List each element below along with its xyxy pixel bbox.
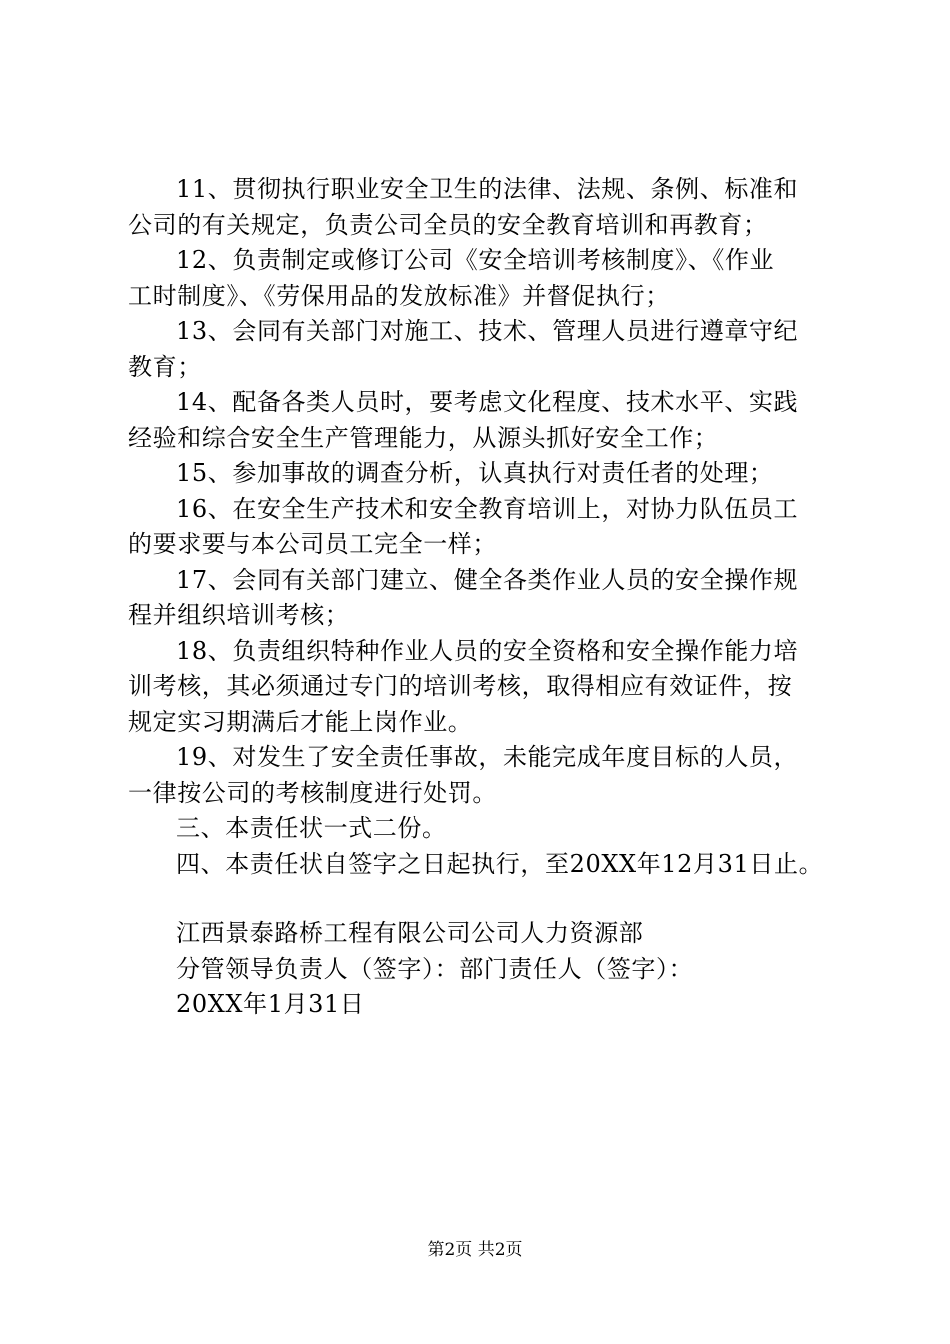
clause-14-line-2: 经验和综合安全生产管理能力，从源头抓好安全工作； bbox=[128, 423, 719, 452]
signature-signers: 分管领导负责人（签字）：部门责任人（签字）： bbox=[176, 954, 694, 983]
signature-company: 江西景泰路桥工程有限公司公司人力资源部 bbox=[176, 919, 644, 947]
clause-19-line-2: 一律按公司的考核制度进行处罚。 bbox=[128, 778, 497, 807]
signature-date: 20XX年1月31日 bbox=[176, 990, 365, 1018]
signature-spacer bbox=[128, 882, 848, 916]
clause-13-line-2: 教育； bbox=[128, 352, 202, 381]
clause-12-line-1: 12、负责制定或修订公司《安全培训考核制度》、《作业 bbox=[176, 246, 775, 274]
clause-11-line-1: 11、贯彻执行职业安全卫生的法律、法规、条例、标准和 bbox=[176, 175, 799, 203]
section-three-line: 三、本责任状一式二份。 bbox=[176, 814, 447, 842]
clause-14-line-1: 14、配备各类人员时，要考虑文化程度、技术水平、实践 bbox=[176, 388, 799, 416]
clause-18-line-3: 规定实习期满后才能上岗作业。 bbox=[128, 707, 473, 736]
clause-18-line-1: 18、负责组织特种作业人员的安全资格和安全操作能力培 bbox=[176, 636, 799, 665]
clause-19-line-1: 19、对发生了安全责任事故，未能完成年度目标的人员， bbox=[176, 743, 799, 771]
document-body bbox=[128, 172, 848, 1023]
page-number: 第2页 共2页 bbox=[427, 1240, 523, 1260]
clause-17-line-1: 17、会同有关部门建立、健全各类作业人员的安全操作规 bbox=[176, 565, 799, 594]
section-four-line: 四、本责任状自签字之日起执行，至20XX年12月31日止。 bbox=[176, 849, 824, 878]
clause-13-line-1: 13、会同有关部门对施工、技术、管理人员进行遵章守纪 bbox=[176, 317, 799, 345]
clause-16-line-2: 的要求要与本公司员工完全一样； bbox=[128, 530, 497, 558]
clause-18-line-2: 训考核，其必须通过专门的培训考核，取得相应有效证件，按 bbox=[128, 672, 793, 700]
clause-11-line-2: 公司的有关规定，负责公司全员的安全教育培训和再教育； bbox=[128, 210, 768, 239]
clause-16-line-1: 16、在安全生产技术和安全教育培训上，对协力队伍员工 bbox=[176, 494, 799, 523]
clause-15-line-1: 15、参加事故的调查分析，认真执行对责任者的处理； bbox=[176, 459, 774, 487]
clause-17-line-2: 程并组织培训考核； bbox=[128, 601, 350, 629]
clause-12-line-2: 工时制度》、《劳保用品的发放标准》并督促执行； bbox=[128, 281, 670, 310]
